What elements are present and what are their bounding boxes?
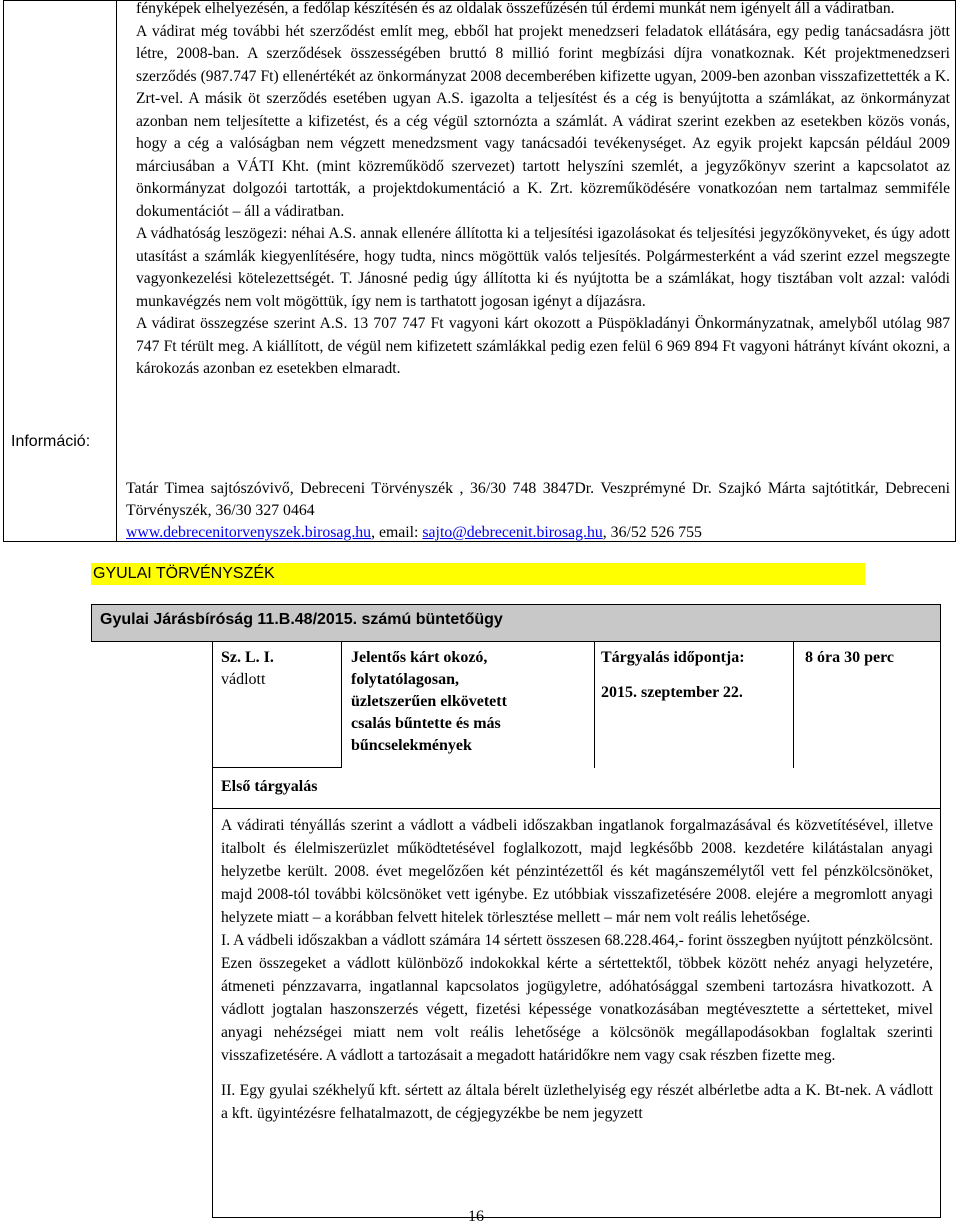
phone-suffix: , 36/52 526 755 <box>602 524 702 541</box>
info-label: Információ: <box>11 433 91 450</box>
column-divider <box>341 642 342 768</box>
charge-line: üzletszerűen elkövetett <box>351 693 507 710</box>
case-paragraph: II. Egy gyulai székhelyű kft. sértett az általa bérelt üzlethelyiség egy részét albérletbe adta a K. Bt-nek. A vádlott a kft. ügyintézésre felhatalmazott, de cégjegyzékbe be nem jegyzett <box>221 1082 933 1122</box>
row-divider <box>213 808 940 809</box>
case-header: Gyulai Járásbíróság 11.B.48/2015. számú büntetőügy <box>91 604 941 642</box>
page-number: 16 <box>468 1208 484 1225</box>
hearing-time: 8 óra 30 perc <box>805 649 895 666</box>
case-description <box>221 814 933 1125</box>
info-paragraph: A vádhatóság leszögezi: néhai A.S. annak ellenére állította ki a teljesítési igazolásokat és teljesítési jegyzőkönyveket, és úgy adott utasítást a számlák kiegyenlítésére, hogy tudta, nincs mögöttük valós teljesítés. Polgármesterként a vád szerint ezzel megszegte vagyonkezelési kötelezettségét. T. Jánosné pedig úgy állította ki és nyújtotta be a számlákat, hogy tisztában volt azzal: valódi munkavégzés nem volt mögöttük, így nem is tarthatott jogosan igényt a díjazásra. <box>136 225 950 310</box>
press-contact <box>126 478 950 544</box>
defendant-label: Sz. L. I. <box>221 649 274 666</box>
column-divider <box>793 642 794 768</box>
charge-line: csalás bűntette és más <box>351 715 501 732</box>
charge-line: Jelentős kárt okozó, <box>351 649 488 666</box>
hearing-date: 2015. szeptember 22. <box>601 684 743 701</box>
charge-description <box>351 647 581 757</box>
charge-line: bűncselekmények <box>351 737 472 754</box>
case-table <box>212 642 941 1218</box>
hearing-time-label: Tárgyalás időpontja: <box>601 649 745 666</box>
email-prefix: , email: <box>371 524 423 541</box>
info-paragraph: fényképek elhelyezésén, a fedőlap készítésén és az oldalak összefűzésén túl érdemi munkát nem igényelt áll a vádiratban. <box>136 0 895 17</box>
case-paragraph: I. A vádbeli időszakban a vádlott számára 14 sértett összesen 68.228.464,- forint összegben nyújtott pénzkölcsönt. Ezen összegeket a vádlott különböző indokokkal kérte a sértettektől, többek között nehéz anyagi helyzetére, átmeneti pénzzavarra, ingatlannal kapcsolatos jogügyletre, adóhatósággal szembeni tartozásra hivatkozott. A vádlott jogtalan haszonszerzés végett, fizetési képessége vonatkozásában megtévesztette a sértetteket, mivel anyagi nehézségei miatt nem volt reális lehetősége a kölcsönök megállapodásokban foglaltak szerinti visszafizetésére. A vádlott a tartozásait a megadott határidőkre nem vagy csak részben fizette meg. <box>221 932 933 1064</box>
info-label-cell <box>4 1 117 541</box>
court-name-banner: GYULAI TÖRVÉNYSZÉK <box>91 563 865 585</box>
row-divider <box>213 767 341 768</box>
info-body <box>136 0 950 381</box>
email-link[interactable]: sajto@debrecenit.birosag.hu <box>422 524 603 541</box>
case-paragraph: A vádirati tényállás szerint a vádlott a vádbeli időszakban ingatlanok forgalmazásával és közvetítésével, illetve italbolt és élelmiszerüzlet működtetésével foglalkozott, majd legkésőbb 2008. kezdetére kilátástalan anyagi helyzetbe került. 2008. évet megelőzően két pénzintézettől és két magánszemélytől vett fel pénzkölcsönöket, majd 2008-tól további kölcsönöket vett igénybe. Ez utóbbiak visszafizetésére 2008. elejére a megromlott anyagi helyzete miatt – a korábban felvett hitelek törlesztése mellett – már nem volt reális lehetősége. <box>221 817 933 926</box>
column-divider <box>594 642 595 768</box>
info-paragraph: A vádirat összegzése szerint A.S. 13 707 747 Ft vagyoni kárt okozott a Püspökladányi Önkormányzatnak, amelyből utólag 987 747 Ft térült meg. A kiállított, de végül nem kifizetett számlákkal pedig ezen felül 6 969 894 Ft vagyoni hátrányt kívánt okozni, a károkozás azonban ez esetekben elmaradt. <box>136 315 950 377</box>
website-link[interactable]: www.debrecenitorvenyszek.birosag.hu <box>126 524 372 541</box>
info-paragraph: A vádirat még további hét szerződést említ meg, ebből hat projekt menedzseri feladatok ellátására, egy pedig tanácsadásra jött létre, 2008-ban. A szerződések összességében bruttó 8 millió forint megbízási díjra vonatkoznak. Két projektmenedzseri szerződés (987.747 Ft) ellenértékét az önkormányzat 2008 decemberében kifizette ugyan, 2009-ben azonban visszafizettették a K. Zrt-vel. A másik öt szerződés esetében ugyan A.S. igazolta a teljesítést és a cég is benyújtotta a számlákat, az önkormányzat azonban nem teljesítette a kifizetést, és a cég végül sztornózta a számlát. A vádirat szerint ezekben az esetekben közös vonás, hogy a cég a valóságban nem végzett menedzsment vagy tanácsadói tevékenységet. Az egyik projekt kapcsán például 2009 márciusában a VÁTI Kht. (mint közreműködő szervezet) tartott helyszíni szemlét, a jegyzőkönyv szerint a kapcsolatot az önkormányzat dolgozói tartották, a projektdokumentáció a K. Zrt. közreműködésére vonatkozóan nem tartalmaz semmiféle dokumentációt – áll a vádiratban. <box>136 22 950 220</box>
defendant-role: vádlott <box>221 671 266 688</box>
charge-line: folytatólagosan, <box>351 671 459 688</box>
hearing-type: Első tárgyalás <box>221 778 318 795</box>
contact-text: Tatár Timea sajtószóvivő, Debreceni Törvényszék , 36/30 748 3847Dr. Veszprémyné Dr. Szajkó Márta sajtótitkár, Debreceni Törvényszék, 36/30 327 0464 <box>126 480 950 519</box>
